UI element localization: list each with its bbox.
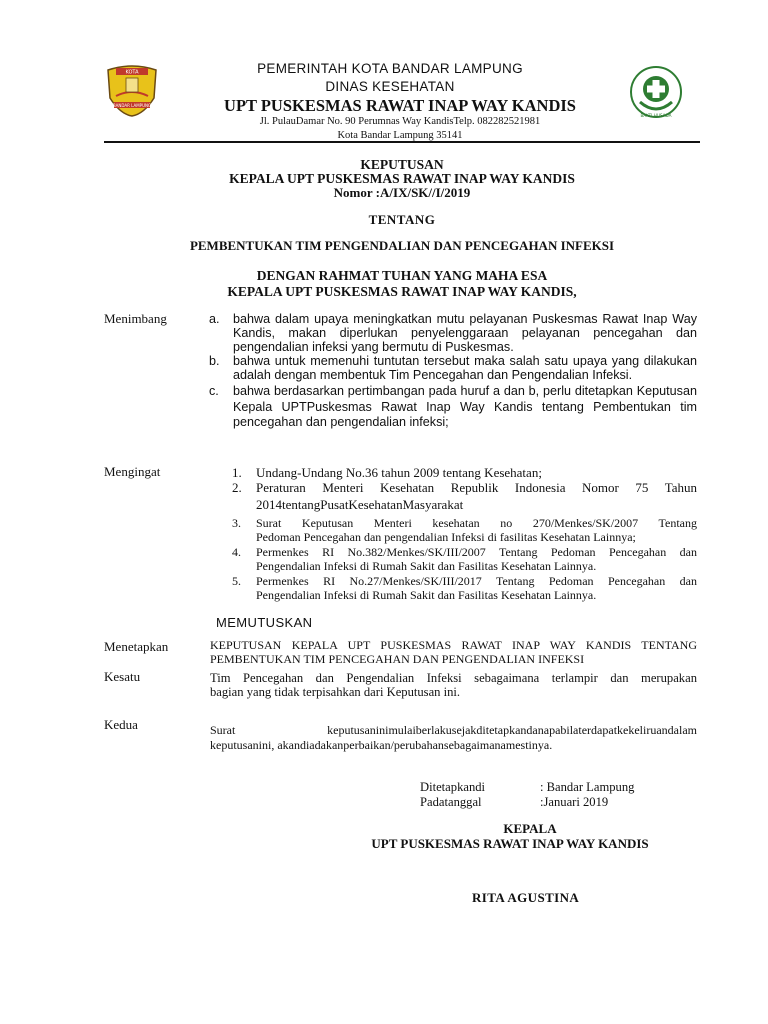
place-label: Ditetapkandi [420,780,486,794]
list-item-line: Undang-Undang No.36 tahun 2009 tentang Kesehatan; [256,465,542,480]
signatory-name: RITA AGUSTINA [472,890,580,905]
kedua-line: Surat keputusaninimulaiberlakusejakditetapkandanapabilaterdapatkekeliruandalam [210,723,697,737]
list-marker: a. [209,312,220,326]
list-item-line: pencegahan dan pengendalian infeksi; [233,415,449,429]
list-marker: 2. [232,480,242,495]
list-item-line: bahwa dalam upaya meningkatkan mutu pelayanan Puskesmas Rawat Inap Way [233,312,697,326]
list-item-line: Peraturan Menteri Kesehatan Republik Indonesia Nomor 75 Tahun [256,480,697,495]
list-item-line: Kepala UPTPuskesmas Rawat Inap Way Kandis tentang Pembentukan tim [233,400,697,414]
institution-title: UPT PUSKESMAS RAWAT INAP WAY KANDIS [224,96,576,115]
decree-tentang: TENTANG [368,212,436,227]
kesatu-line: Tim Pencegahan dan Pengendalian Infeksi sebagaimana terlampir dan merupakan [210,671,697,685]
list-item-line: Permenkes RI No.382/Menkes/SK/III/2007 Tentang Pedoman Pencegahan dan [256,545,697,559]
institution-address: Jl. PulauDamar No. 90 Perumnas Way KandisTelp. 082282521981 [259,116,541,127]
invocation-line-2: KEPALA UPT PUSKESMAS RAWAT INAP WAY KANDIS, [227,284,577,299]
list-marker: 5. [232,574,241,588]
decree-number: Nomor :A/IX/SK//I/2019 [333,185,471,200]
list-item-line: bahwa untuk memenuhi tuntutan tersebut maka salah satu upaya yang dilakukan [233,354,697,368]
date-label: Padatanggal [420,795,482,809]
list-marker: c. [209,384,219,398]
menetapkan-label: Menetapkan [104,639,169,654]
menetapkan-line: PEMBENTUKAN TIM PENCEGAHAN DAN PENGENDALIAN INFEKSI [210,652,585,666]
list-item-line: Pengendalian Infeksi di Rumah Sakit dan Fasilitas Kesehatan Lainnya. [256,588,597,602]
government-name: PEMERINTAH KOTA BANDAR LAMPUNG [257,61,523,76]
place-value: : Bandar Lampung [540,780,635,794]
menetapkan-line: KEPUTUSAN KEPALA UPT PUSKESMAS RAWAT INAP WAY KANDIS TENTANG [210,638,697,652]
invocation-line-1: DENGAN RAHMAT TUHAN YANG MAHA ESA [256,268,548,283]
list-item-line: bahwa berdasarkan pertimbangan pada huruf a dan b, perlu ditetapkan Keputusan [233,384,697,398]
svg-text:BANDAR LAMPUNG: BANDAR LAMPUNG [112,102,152,108]
svg-text:BAKTI HUSADA: BAKTI HUSADA [640,113,672,118]
kedua-label: Kedua [104,717,138,732]
list-marker: 3. [232,516,241,530]
svg-text:KOTA: KOTA [125,69,139,76]
bakti-husada-logo [628,64,684,120]
decree-issuer: KEPALA UPT PUSKESMAS RAWAT INAP WAY KANDIS [229,171,575,186]
list-item-line: pengendalian infeksi yang bermutu di Puskesmas. [233,340,514,354]
list-item-line: Kandis, makan diperlukan penyelenggaraan pelayanan pencegahan dan [233,326,697,340]
signatory-institution: UPT PUSKESMAS RAWAT INAP WAY KANDIS [371,836,649,851]
header-divider [104,141,700,143]
list-item-line: adalah dengan membentuk Tim Pencegahan dan Pengendalian Infeksi. [233,368,633,382]
list-item-line: Permenkes RI No.27/Menkes/SK/III/2017 Tentang Pedoman Pencegahan dan [256,574,697,588]
menimbang-label: Menimbang [104,311,167,326]
list-item-line: 2014tentangPusatKesehatanMasyarakat [256,497,464,512]
decree-subject: PEMBENTUKAN TIM PENGENDALIAN DAN PENCEGAHAN INFEKSI [189,238,615,253]
memutuskan-heading: MEMUTUSKAN [216,615,313,630]
institution-city: Kota Bandar Lampung 35141 [337,130,463,141]
kesatu-label: Kesatu [104,669,141,684]
list-marker: 1. [232,465,242,480]
department-name: DINAS KESEHATAN [325,79,455,94]
list-item-line: Surat Keputusan Menteri kesehatan no 270/Menkes/SK/2007 Tentang [256,516,697,530]
list-item-line: Pengendalian Infeksi di Rumah Sakit dan Fasilitas Kesehatan Lainnya. [256,559,597,573]
date-value: :Januari 2019 [540,795,609,809]
list-item-line: Pedoman Pencegahan dan pengendalian Infeksi di fasilitas Kesehatan Lainnya; [256,530,636,544]
mengingat-label: Mengingat [104,464,161,479]
decree-title: KEPUTUSAN [360,157,444,172]
list-marker: 4. [232,545,241,559]
kesatu-line: bagian yang tidak terpisahkan dari Keputusan ini. [210,685,461,699]
kedua-line: keputusanini, akandiadakanperbaikan/perubahansebagaimanamestinya. [210,738,553,752]
list-marker: b. [209,354,220,368]
signatory-role: KEPALA [503,821,557,836]
